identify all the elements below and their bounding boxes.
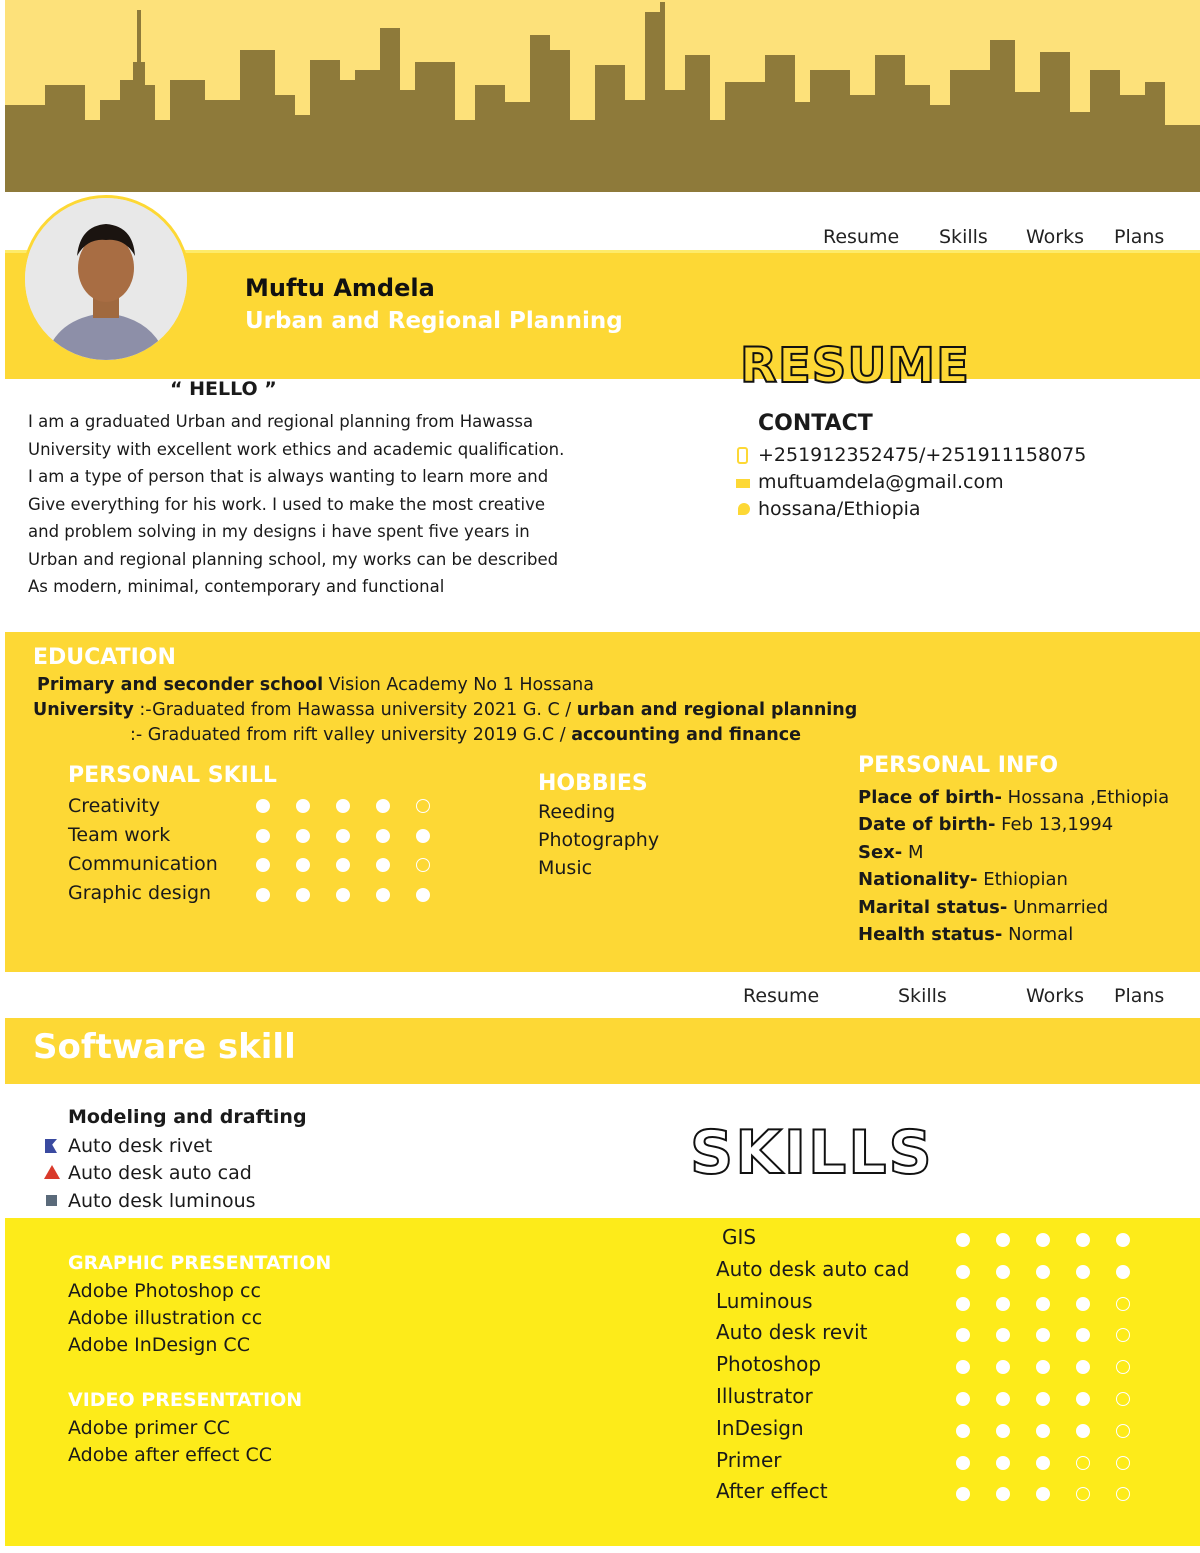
personal-info-value: Unmarried bbox=[1007, 896, 1109, 918]
hello-line: Urban and regional planning school, my works can be described bbox=[28, 549, 559, 569]
rating-dot-empty bbox=[1116, 1360, 1130, 1374]
rating-dots bbox=[256, 858, 430, 872]
hobby-item: Photography bbox=[538, 829, 660, 851]
hobby-item: Music bbox=[538, 857, 593, 879]
rating-dot-filled bbox=[1036, 1233, 1050, 1247]
rating-dots bbox=[956, 1233, 1130, 1247]
rating-dots bbox=[956, 1265, 1130, 1279]
rating-dots bbox=[956, 1392, 1130, 1406]
personal-skill-heading: PERSONAL SKILL bbox=[68, 763, 277, 788]
education-heading: EDUCATION bbox=[33, 645, 176, 670]
personal-info-key: Place of birth- bbox=[858, 787, 1002, 808]
rating-dot-empty bbox=[1076, 1456, 1090, 1470]
rating-dot-filled bbox=[996, 1456, 1010, 1470]
software-skill-label: Illustrator bbox=[716, 1384, 813, 1408]
rating-dot-filled bbox=[956, 1233, 970, 1247]
education-university: :-Graduated from Hawassa university 2021 G. C / bbox=[133, 700, 577, 720]
modeling-item: Auto desk rivet bbox=[68, 1135, 213, 1157]
education-degree-2: accounting and finance bbox=[571, 725, 801, 745]
hobbies-heading: HOBBIES bbox=[538, 771, 648, 796]
modeling-heading: Modeling and drafting bbox=[68, 1106, 307, 1128]
rating-dot-empty bbox=[416, 858, 430, 872]
hello-line: Give everything for his work. I used to make the most creative bbox=[28, 494, 545, 514]
personal-info-row bbox=[858, 811, 1169, 838]
nav-skills[interactable]: Skills bbox=[898, 985, 947, 1007]
rating-dot-filled bbox=[376, 858, 390, 872]
rating-dot-empty bbox=[1116, 1487, 1130, 1501]
video-heading: VIDEO PRESENTATION bbox=[68, 1389, 303, 1411]
avatar bbox=[22, 195, 190, 363]
software-skill-label: InDesign bbox=[716, 1415, 804, 1440]
rating-dot-filled bbox=[996, 1424, 1010, 1438]
rating-dot-filled bbox=[956, 1328, 970, 1342]
profile-title: Urban and Regional Planning bbox=[245, 308, 623, 334]
hello-line: and problem solving in my designs i have spent five years in bbox=[28, 522, 530, 541]
rating-dot-filled bbox=[256, 829, 270, 843]
rating-dot-filled bbox=[336, 829, 350, 843]
rating-dot-empty bbox=[1116, 1424, 1130, 1438]
rating-dot-filled bbox=[1076, 1424, 1090, 1438]
rating-dot-filled bbox=[296, 829, 310, 843]
contact-heading: CONTACT bbox=[758, 411, 873, 436]
modeling-item: Auto desk luminous bbox=[68, 1190, 256, 1212]
rating-dot-empty bbox=[1076, 1487, 1090, 1501]
location-icon bbox=[738, 503, 750, 515]
software-title: Software skill bbox=[33, 1027, 296, 1067]
video-item: Adobe primer CC bbox=[68, 1417, 230, 1439]
personal-info-row bbox=[858, 784, 1169, 811]
rating-dot-filled bbox=[956, 1487, 970, 1501]
rating-dot-filled bbox=[1036, 1360, 1050, 1374]
rating-dot-empty bbox=[1116, 1297, 1130, 1311]
personal-info-value: Ethiopian bbox=[977, 869, 1068, 891]
personal-info-key: Marital status- bbox=[858, 896, 1008, 918]
rating-dot-filled bbox=[996, 1265, 1010, 1279]
personal-info-key: Health status- bbox=[858, 924, 1003, 946]
personal-info-key: Date of birth- bbox=[858, 814, 996, 836]
rating-dot-filled bbox=[256, 858, 270, 872]
rating-dots bbox=[256, 829, 430, 843]
rating-dot-filled bbox=[996, 1487, 1010, 1501]
rating-dot-empty bbox=[416, 799, 430, 813]
personal-info-row bbox=[858, 839, 1169, 866]
nav-resume[interactable]: Resume bbox=[823, 226, 900, 248]
rating-dot-filled bbox=[996, 1392, 1010, 1406]
hello-text bbox=[28, 408, 564, 601]
rating-dot-filled bbox=[296, 858, 310, 872]
software-skill-label: Auto desk auto cad bbox=[716, 1256, 910, 1281]
rating-dot-filled bbox=[956, 1265, 970, 1279]
education-line-1 bbox=[37, 675, 594, 695]
nav-plans[interactable]: Plans bbox=[1114, 985, 1165, 1007]
hello-line: I am a graduated Urban and regional planning from Hawassa bbox=[28, 412, 534, 431]
software-skill-label: Photoshop bbox=[716, 1352, 822, 1377]
rating-dot-filled bbox=[956, 1456, 970, 1470]
autocad-icon bbox=[44, 1165, 60, 1179]
resume-title: RESUME bbox=[740, 338, 970, 394]
person-icon bbox=[25, 198, 187, 360]
rating-dot-filled bbox=[416, 888, 430, 902]
graphic-item: Adobe Photoshop cc bbox=[68, 1280, 261, 1302]
hello-heading: “ HELLO ” bbox=[170, 378, 277, 400]
revit-icon bbox=[45, 1139, 57, 1153]
rating-dot-filled bbox=[1036, 1297, 1050, 1311]
personal-info-heading: PERSONAL INFO bbox=[858, 753, 1059, 778]
hello-line: University with excellent work ethics and academic qualification. bbox=[28, 439, 565, 459]
contact-phone: +251912352475/+251911158075 bbox=[758, 444, 1087, 466]
nav-plans[interactable]: Plans bbox=[1114, 226, 1165, 248]
profile-name: Muftu Amdela bbox=[245, 274, 435, 302]
education-line-3 bbox=[130, 725, 801, 745]
rating-dot-empty bbox=[1116, 1456, 1130, 1470]
phone-icon bbox=[737, 447, 748, 464]
rating-dot-filled bbox=[256, 888, 270, 902]
personal-info-value: M bbox=[902, 841, 924, 863]
rating-dots bbox=[956, 1360, 1130, 1374]
rating-dot-filled bbox=[1076, 1392, 1090, 1406]
hobby-item: Reeding bbox=[538, 801, 616, 823]
hello-line: I am a type of person that is always wanting to learn more and bbox=[28, 467, 549, 486]
rating-dot-filled bbox=[1076, 1265, 1090, 1279]
education-school-label: Primary and seconder school bbox=[37, 675, 324, 695]
rating-dot-filled bbox=[296, 799, 310, 813]
personal-info-value: Hossana ,Ethiopia bbox=[1001, 787, 1170, 808]
rating-dot-filled bbox=[336, 888, 350, 902]
rating-dots bbox=[256, 888, 430, 902]
software-skill-label: GIS bbox=[722, 1225, 757, 1249]
mail-icon bbox=[736, 479, 750, 488]
rating-dot-filled bbox=[416, 829, 430, 843]
rating-dots bbox=[956, 1424, 1130, 1438]
rating-dot-filled bbox=[376, 799, 390, 813]
rating-dot-filled bbox=[956, 1424, 970, 1438]
rating-dot-filled bbox=[996, 1360, 1010, 1374]
software-skill-label: Primer bbox=[716, 1447, 782, 1472]
rating-dots bbox=[956, 1297, 1130, 1311]
rating-dot-filled bbox=[1036, 1487, 1050, 1501]
nav-works[interactable]: Works bbox=[1026, 985, 1085, 1007]
rating-dot-filled bbox=[376, 829, 390, 843]
personal-skill-label: Creativity bbox=[68, 795, 160, 817]
rating-dot-filled bbox=[1076, 1233, 1090, 1247]
skyline-banner bbox=[5, 0, 1200, 192]
hello-line: As modern, minimal, contemporary and functional bbox=[28, 577, 445, 596]
personal-info-value: Normal bbox=[1002, 924, 1074, 946]
nav-skills[interactable]: Skills bbox=[939, 226, 988, 248]
rating-dot-filled bbox=[1076, 1360, 1090, 1374]
rating-dot-filled bbox=[296, 888, 310, 902]
personal-info-key: Nationality- bbox=[858, 869, 978, 891]
modeling-item: Auto desk auto cad bbox=[68, 1162, 252, 1184]
education-school: Vision Academy No 1 Hossana bbox=[323, 675, 594, 695]
nav-resume[interactable]: Resume bbox=[743, 985, 820, 1007]
rating-dot-filled bbox=[1036, 1392, 1050, 1406]
personal-skill-label: Graphic design bbox=[68, 882, 212, 904]
rating-dot-filled bbox=[956, 1360, 970, 1374]
rating-dot-filled bbox=[996, 1328, 1010, 1342]
software-skill-label: After effect bbox=[716, 1479, 828, 1504]
rating-dot-filled bbox=[1076, 1297, 1090, 1311]
nav-works[interactable]: Works bbox=[1026, 226, 1085, 248]
personal-info-row bbox=[858, 894, 1169, 921]
rating-dot-filled bbox=[996, 1297, 1010, 1311]
education-university-label: University bbox=[33, 700, 134, 720]
rating-dot-filled bbox=[256, 799, 270, 813]
education-degree: urban and regional planning bbox=[576, 700, 858, 720]
rating-dot-filled bbox=[1116, 1265, 1130, 1279]
skills-title: SKILLS bbox=[690, 1118, 934, 1188]
rating-dot-filled bbox=[996, 1233, 1010, 1247]
personal-info-key: Sex- bbox=[858, 841, 903, 863]
rating-dot-filled bbox=[1116, 1233, 1130, 1247]
rating-dots bbox=[256, 799, 430, 813]
software-skill-label: Luminous bbox=[716, 1288, 813, 1313]
personal-skill-label: Team work bbox=[68, 824, 171, 846]
rating-dots bbox=[956, 1328, 1130, 1342]
graphic-heading: GRAPHIC PRESENTATION bbox=[68, 1252, 332, 1274]
personal-info-row bbox=[858, 921, 1169, 948]
rating-dot-filled bbox=[1036, 1265, 1050, 1279]
rating-dot-filled bbox=[336, 799, 350, 813]
contact-location: hossana/Ethiopia bbox=[758, 498, 921, 520]
education-university-2: :- Graduated from rift valley university 2019 G.C / bbox=[130, 725, 572, 745]
rating-dot-filled bbox=[1036, 1424, 1050, 1438]
personal-info-value: Feb 13,1994 bbox=[995, 814, 1114, 836]
video-item: Adobe after effect CC bbox=[68, 1444, 273, 1466]
rating-dot-filled bbox=[1036, 1328, 1050, 1342]
rating-dot-filled bbox=[376, 888, 390, 902]
graphic-item: Adobe illustration cc bbox=[68, 1307, 263, 1329]
personal-skill-label: Communication bbox=[68, 853, 218, 875]
rating-dot-filled bbox=[336, 858, 350, 872]
rating-dot-filled bbox=[956, 1392, 970, 1406]
software-skill-label: Auto desk revit bbox=[716, 1320, 868, 1345]
contact-email: muftuamdela@gmail.com bbox=[758, 471, 1004, 493]
rating-dots bbox=[956, 1487, 1130, 1501]
lumion-icon bbox=[46, 1195, 57, 1206]
rating-dot-empty bbox=[1116, 1392, 1130, 1406]
graphic-item: Adobe InDesign CC bbox=[68, 1334, 250, 1356]
personal-info-row bbox=[858, 866, 1169, 893]
rating-dot-empty bbox=[1116, 1328, 1130, 1342]
rating-dot-filled bbox=[1076, 1328, 1090, 1342]
rating-dot-filled bbox=[956, 1297, 970, 1311]
education-line-2 bbox=[33, 700, 857, 720]
rating-dots bbox=[956, 1456, 1130, 1470]
rating-dot-filled bbox=[1036, 1456, 1050, 1470]
personal-info-list bbox=[858, 784, 1169, 948]
